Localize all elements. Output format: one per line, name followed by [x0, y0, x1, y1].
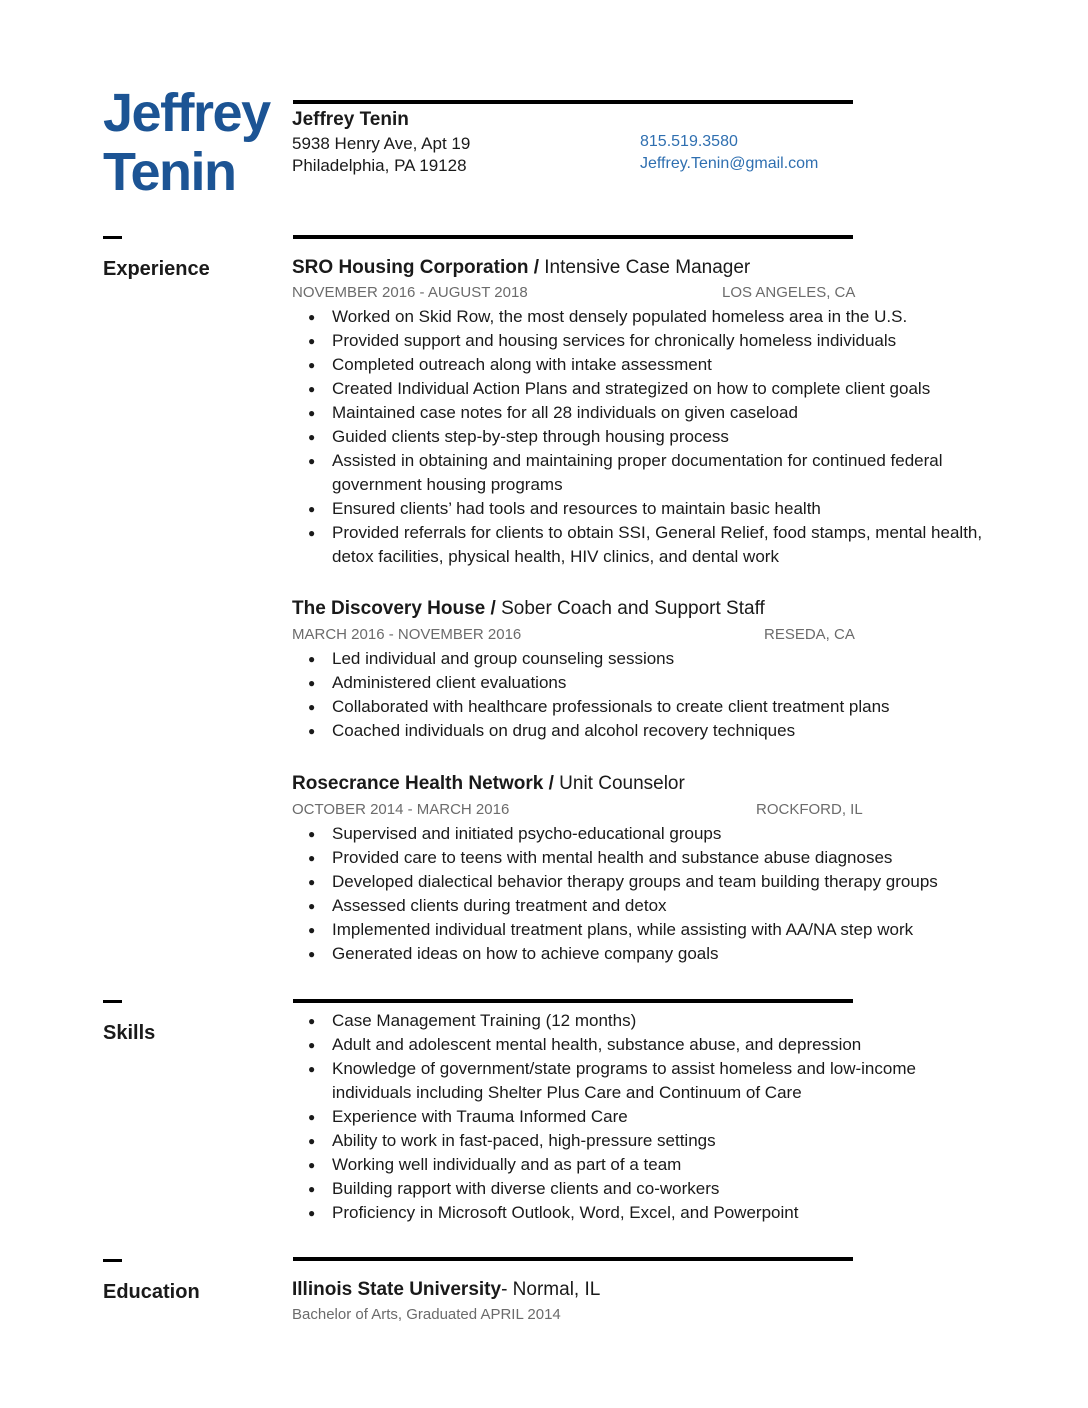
section-dash-education	[103, 1259, 122, 1262]
list-item: ● Ability to work in fast-paced, high-pressure settings	[292, 1129, 992, 1153]
list-item: ● Provided care to teens with mental health and substance abuse diagnoses	[292, 846, 992, 870]
list-item: ● Guided clients step-by-step through housing process	[292, 425, 992, 449]
job-role: Sober Coach and Support Staff	[495, 598, 765, 619]
job-bullets	[292, 647, 992, 743]
job-role: Unit Counselor	[553, 773, 685, 794]
list-item: ● Experience with Trauma Informed Care	[292, 1105, 992, 1129]
job-title	[292, 597, 765, 621]
list-item: ● Adult and adolescent mental health, substance abuse, and depression	[292, 1033, 992, 1057]
list-item: ● Implemented individual treatment plans, while assisting with AA/NA step work	[292, 918, 992, 942]
list-item: ● Case Management Training (12 months)	[292, 1009, 992, 1033]
job-location: ROCKFORD, IL	[756, 801, 863, 818]
education-rule	[293, 1257, 853, 1261]
phone-link[interactable]: 815.519.3580	[640, 133, 738, 150]
list-item: ● Supervised and initiated psycho-educational groups	[292, 822, 992, 846]
job-company: The Discovery House /	[292, 598, 496, 619]
list-item: ● Completed outreach along with intake assessment	[292, 353, 992, 377]
section-title-experience: Experience	[103, 258, 210, 280]
section-dash-skills	[103, 1000, 122, 1003]
education-location: - Normal, IL	[501, 1279, 601, 1300]
list-item: ● Working well individually and as part of a team	[292, 1153, 992, 1177]
job-company: SRO Housing Corporation /	[292, 257, 539, 278]
header-name: Jeffrey Tenin	[292, 109, 409, 130]
list-item: ● Provided referrals for clients to obtain SSI, General Relief, food stamps, mental health, detox facilities, physical health, HIV clinics, and dental work	[292, 521, 992, 569]
job-dates: OCTOBER 2014 - MARCH 2016	[292, 801, 510, 818]
job-bullets	[292, 305, 992, 569]
list-item: ● Maintained case notes for all 28 individuals on given caseload	[292, 401, 992, 425]
job-role: Intensive Case Manager	[539, 257, 751, 278]
list-item: ● Developed dialectical behavior therapy groups and team building therapy groups	[292, 870, 992, 894]
list-item: ● Provided support and housing services for chronically homeless individuals	[292, 329, 992, 353]
list-item: ● Worked on Skid Row, the most densely populated homeless area in the U.S.	[292, 305, 992, 329]
education-title	[292, 1278, 600, 1302]
list-item: ● Knowledge of government/state programs to assist homeless and low-income individuals including Shelter Plus Care and Continuum of Care	[292, 1057, 992, 1105]
education-school: Illinois State University	[292, 1279, 502, 1300]
list-item: ● Proficiency in Microsoft Outlook, Word, Excel, and Powerpoint	[292, 1201, 992, 1225]
email-link[interactable]: Jeffrey.Tenin@gmail.com	[640, 155, 819, 172]
list-item: ● Coached individuals on drug and alcohol recovery techniques	[292, 719, 992, 743]
section-dash-experience	[103, 236, 122, 239]
job-location: LOS ANGELES, CA	[722, 284, 856, 301]
job-company: Rosecrance Health Network /	[292, 773, 554, 794]
job-title	[292, 772, 685, 796]
header-top-rule	[293, 100, 853, 104]
list-item: ● Led individual and group counseling sessions	[292, 647, 992, 671]
job-bullets	[292, 822, 992, 966]
list-item: ● Assisted in obtaining and maintaining proper documentation for continued federal government housing programs	[292, 449, 992, 497]
section-title-skills: Skills	[103, 1022, 156, 1044]
job-location: RESEDA, CA	[764, 626, 855, 643]
skills-list	[292, 1009, 992, 1225]
list-item: ● Ensured clients’ had tools and resources to maintain basic health	[292, 497, 992, 521]
name-first: Jeffrey	[103, 83, 270, 143]
job-title	[292, 256, 750, 280]
list-item: ● Assessed clients during treatment and detox	[292, 894, 992, 918]
list-item: ● Generated ideas on how to achieve company goals	[292, 942, 992, 966]
education-degree: Bachelor of Arts, Graduated APRIL 2014	[292, 1306, 561, 1323]
experience-rule	[293, 235, 853, 239]
list-item: ● Created Individual Action Plans and strategized on how to complete client goals	[292, 377, 992, 401]
job-dates: NOVEMBER 2016 - AUGUST 2018	[292, 284, 528, 301]
job-dates: MARCH 2016 - NOVEMBER 2016	[292, 626, 522, 643]
list-item: ● Building rapport with diverse clients and co-workers	[292, 1177, 992, 1201]
list-item: ● Collaborated with healthcare professionals to create client treatment plans	[292, 695, 992, 719]
name-display	[103, 84, 270, 202]
name-last: Tenin	[103, 142, 236, 202]
address-line-1: 5938 Henry Ave, Apt 19	[292, 134, 471, 153]
address-line-2: Philadelphia, PA 19128	[292, 156, 467, 175]
skills-rule	[293, 999, 853, 1003]
list-item: ● Administered client evaluations	[292, 671, 992, 695]
section-title-education: Education	[103, 1281, 200, 1303]
